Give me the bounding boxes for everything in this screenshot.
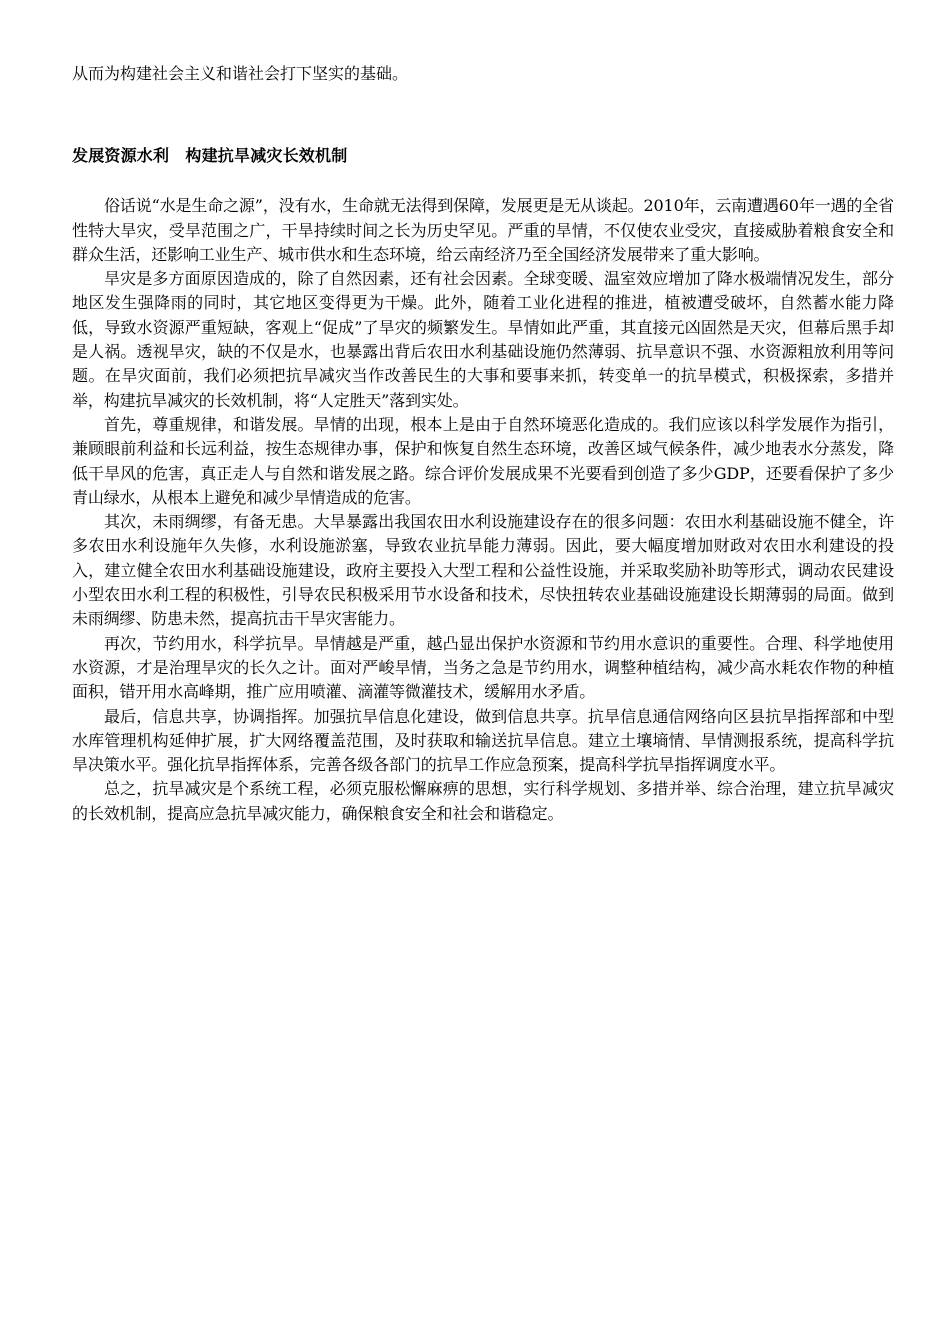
continuation-line: 从而为构建社会主义和谐社会打下坚实的基础。: [72, 64, 409, 83]
document-page: [72, 62, 894, 826]
paragraph-second: 其次，未雨绸缪，有备无患。大旱暴露出我国农田水利设施建设存在的很多问题：农田水利基础设施不健全，许多农田水利设施年久失修，水利设施淤塞，导致农业抗旱能力薄弱。因此，要大幅度增加财政对农田水利建设的投入，建立健全农田水利基础设施建设，政府主要投入大型工程和公益性设施，并采取奖励补助等形式，调动农民建设小型农田水利工程的积极性，引导农民积极采用节水设备和技术，尽快扭转农业基础设施建设长期薄弱的局面。做到未雨绸缪、防患未然，提高抗击干旱灾害能力。: [72, 512, 894, 629]
paragraph-causes: 旱灾是多方面原因造成的，除了自然因素，还有社会因素。全球变暖、温室效应增加了降水极端情况发生，部分地区发生强降雨的同时，其它地区变得更为干燥。此外，随着工业化进程的推进，植被遭受破坏，自然蓄水能力降低，导致水资源严重短缺，客观上“促成”了旱灾的频繁发生。旱情如此严重，其直接元凶固然是天灾，但幕后黑手却是人祸。透视旱灾，缺的不仅是水，也暴露出背后农田水利基础设施仍然薄弱、抗旱意识不强、水资源粗放利用等问题。在旱灾面前，我们必须把抗旱减灾当作改善民生的大事和要事来抓，转变单一的抗旱模式，积极探索，多措并举，构建抗旱减灾的长效机制，将“人定胜天”落到实处。: [72, 269, 894, 410]
article-body: [72, 194, 894, 826]
section-title: 发展资源水利 构建抗旱减灾长效机制: [72, 146, 348, 166]
paragraph-intro: 俗话说“水是生命之源”，没有水，生命就无法得到保障，发展更是无从谈起。2010年，云南遭遇60年一遇的全省性特大旱灾，受旱范围之广，干旱持续时间之长为历史罕见。严重的旱情，不仅使农业受灾，直接威胁着粮食安全和群众生活，还影响工业生产、城市供水和生态环境，给云南经济乃至全国经济发展带来了重大影响。: [72, 196, 894, 264]
paragraph-last: 最后，信息共享，协调指挥。加强抗旱信息化建设，做到信息共享。抗旱信息通信网络向区县抗旱指挥部和中型水库管理机构延伸扩展，扩大网络覆盖范围，及时获取和输送抗旱信息。建立土壤墒情、旱情测报系统，提高科学抗旱决策水平。强化抗旱指挥体系，完善各级各部门的抗旱工作应急预案，提高科学抗旱指挥调度水平。: [72, 706, 894, 775]
paragraph-third: 再次，节约用水，科学抗旱。旱情越是严重，越凸显出保护水资源和节约用水意识的重要性。合理、科学地使用水资源，才是治理旱灾的长久之计。面对严峻旱情，当务之急是节约用水，调整种植结构，减少高水耗农作物的种植面积，错开用水高峰期，推广应用喷灌、滴灌等微灌技术，缓解用水矛盾。: [72, 633, 894, 702]
paragraph-first: 首先，尊重规律，和谐发展。旱情的出现，根本上是由于自然环境恶化造成的。我们应该以科学发展作为指引，兼顾眼前利益和长远利益，按生态规律办事，保护和恢复自然生态环境，改善区域气候条件，减少地表水分蒸发，降低干旱风的危害，真正走人与自然和谐发展之路。综合评价发展成果不光要看到创造了多少GDP，还要看保护了多少青山绿水，从根本上避免和减少旱情造成的危害。: [72, 414, 894, 507]
paragraph-conclusion: 总之，抗旱减灾是个系统工程，必须克服松懈麻痹的思想，实行科学规划、多措并举、综合治理，建立抗旱减灾的长效机制，提高应急抗旱减灾能力，确保粮食安全和社会和谐稳定。: [72, 779, 894, 823]
